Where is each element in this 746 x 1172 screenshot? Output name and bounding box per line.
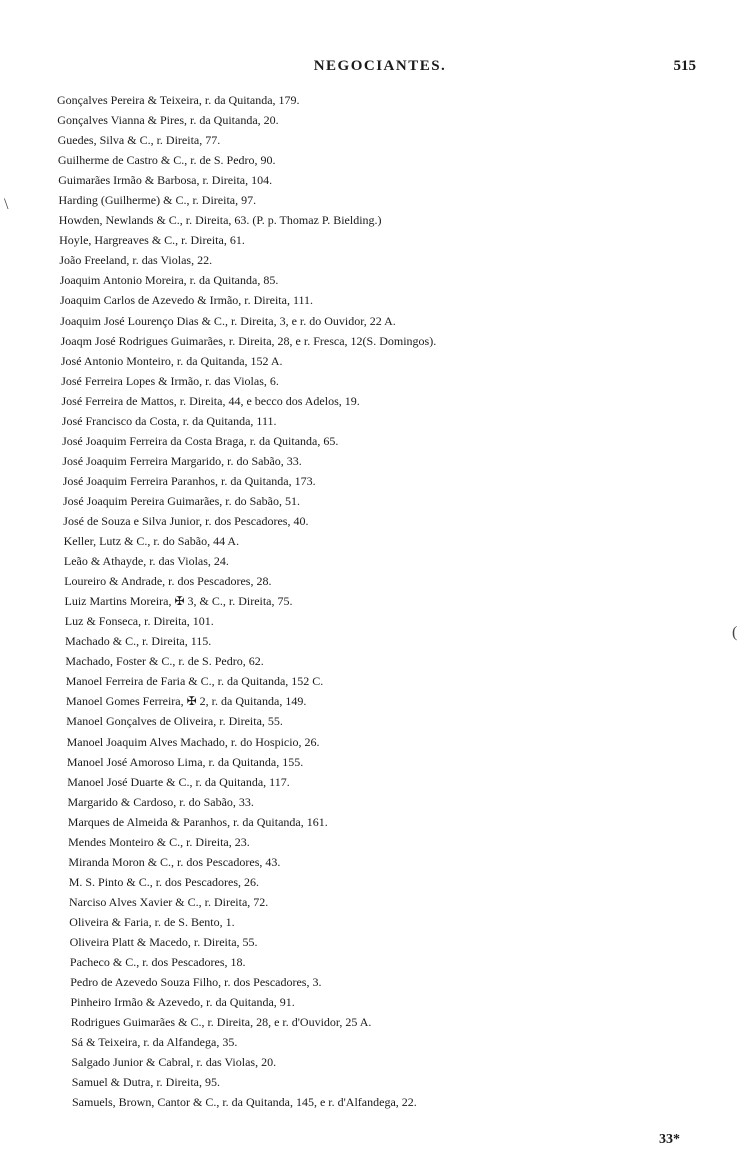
list-item: Guimarães Irmão & Barbosa, r. Direita, 104. <box>58 173 273 188</box>
list-item: Sá & Teixeira, r. da Alfandega, 35. <box>71 1035 238 1050</box>
list-item: Marques de Almeida & Paranhos, r. da Quitanda, 161. <box>67 814 328 829</box>
list-item: Pedro de Azevedo Souza Filho, r. dos Pescadores, 3. <box>70 975 322 990</box>
list-item: Samuel & Dutra, r. Direita, 95. <box>71 1075 220 1090</box>
list-item: Guilherme de Castro & C., r. de S. Pedro, 90. <box>57 153 276 168</box>
list-item: Margarido & Cardoso, r. do Sabão, 33. <box>67 794 254 809</box>
list-item: Rodrigues Guimarães & C., r. Direita, 28, e r. d'Ouvidor, 25 A. <box>70 1015 372 1030</box>
list-item: Oliveira Platt & Macedo, r. Direita, 55. <box>69 934 258 949</box>
list-item: José Antonio Monteiro, r. da Quitanda, 152 A. <box>60 353 283 368</box>
list-item: Manoel Ferreira de Faria & C., r. da Quitanda, 152 C. <box>65 674 324 689</box>
list-item: M. S. Pinto & C., r. dos Pescadores, 26. <box>68 874 260 889</box>
list-item: Luz & Fonseca, r. Direita, 101. <box>64 614 214 629</box>
list-item: Manoel Joaquim Alves Machado, r. do Hospicio, 26. <box>66 734 320 749</box>
list-item: Salgado Junior & Cabral, r. das Violas, 20. <box>71 1055 277 1070</box>
list-item: José Joaquim Ferreira Paranhos, r. da Quitanda, 173. <box>62 473 316 488</box>
list-item: Mendes Monteiro & C., r. Direita, 23. <box>68 834 250 849</box>
list-item: José Joaquim Ferreira da Costa Braga, r. da Quitanda, 65. <box>62 433 339 448</box>
merchant-list <box>0 90 746 1112</box>
margin-mark-right: ( <box>732 624 738 641</box>
list-item: Luiz Martins Moreira, ✠ 3, & C., r. Direita, 75. <box>64 594 293 609</box>
list-item: Joaqm José Rodrigues Guimarães, r. Direita, 28, e r. Fresca, 12(S. Domingos). <box>60 333 437 348</box>
list-item: Hoyle, Hargreaves & C., r. Direita, 61. <box>59 233 245 248</box>
list-item: José Ferreira de Mattos, r. Direita, 44, e becco dos Adelos, 19. <box>61 393 360 408</box>
list-item: Joaquim Antonio Moreira, r. da Quitanda, 85. <box>59 273 279 288</box>
list-item: Gonçalves Pereira & Teixeira, r. da Quitanda, 179. <box>57 93 300 107</box>
list-item: Leão & Athayde, r. das Violas, 24. <box>63 554 229 569</box>
list-item: Samuels, Brown, Cantor & C., r. da Quitanda, 145, e r. d'Alfandega, 22. <box>72 1095 417 1110</box>
list-item: Gonçalves Vianna & Pires, r. da Quitanda, 20. <box>57 113 279 128</box>
list-item: José Ferreira Lopes & Irmão, r. das Violas, 6. <box>61 373 279 388</box>
list-item: Joaquim José Lourenço Dias & C., r. Direita, 3, e r. do Ouvidor, 22 A. <box>60 313 396 328</box>
page-title: NEGOCIANTES. <box>313 58 447 74</box>
list-item: Manoel José Amoroso Lima, r. da Quitanda, 155. <box>66 754 304 769</box>
list-item: Howden, Newlands & C., r. Direita, 63. (P. p. Thomaz P. Bielding.) <box>58 213 382 228</box>
list-item: Narciso Alves Xavier & C., r. Direita, 72. <box>69 894 269 909</box>
list-item: Loureiro & Andrade, r. dos Pescadores, 28. <box>64 574 272 589</box>
list-item: João Freeland, r. das Violas, 22. <box>59 253 213 268</box>
list-item: Joaquim Carlos de Azevedo & Irmão, r. Direita, 111. <box>60 293 314 308</box>
margin-mark-left: \ <box>4 196 9 213</box>
list-item: Manoel José Duarte & C., r. da Quitanda, 117. <box>67 774 290 789</box>
signature-mark: 33* <box>659 1132 680 1147</box>
list-item: Machado, Foster & C., r. de S. Pedro, 62. <box>65 654 264 669</box>
list-item: Manoel Gomes Ferreira, ✠ 2, r. da Quitanda, 149. <box>66 694 307 709</box>
list-item: Guedes, Silva & C., r. Direita, 77. <box>57 133 221 148</box>
list-item: Keller, Lutz & C., r. do Sabão, 44 A. <box>63 534 240 549</box>
list-item: José Francisco da Costa, r. da Quitanda, 111. <box>61 413 277 428</box>
list-item: Pacheco & C., r. dos Pescadores, 18. <box>69 955 246 970</box>
list-item: José de Souza e Silva Junior, r. dos Pescadores, 40. <box>63 513 309 528</box>
list-item: Oliveira & Faria, r. de S. Bento, 1. <box>69 914 235 929</box>
page-header <box>60 58 700 86</box>
list-item: José Joaquim Pereira Guimarães, r. do Sabão, 51. <box>63 493 300 508</box>
page-number: 515 <box>673 58 696 74</box>
list-item: Machado & C., r. Direita, 115. <box>65 634 212 649</box>
list-item: Manoel Gonçalves de Oliveira, r. Direita, 55. <box>66 714 283 729</box>
list-item: José Joaquim Ferreira Margarido, r. do Sabão, 33. <box>62 453 302 468</box>
list-item: Harding (Guilherme) & C., r. Direita, 97. <box>58 193 257 208</box>
list-item: Miranda Moron & C., r. dos Pescadores, 43. <box>68 854 281 869</box>
list-item: Pinheiro Irmão & Azevedo, r. da Quitanda, 91. <box>70 995 295 1010</box>
